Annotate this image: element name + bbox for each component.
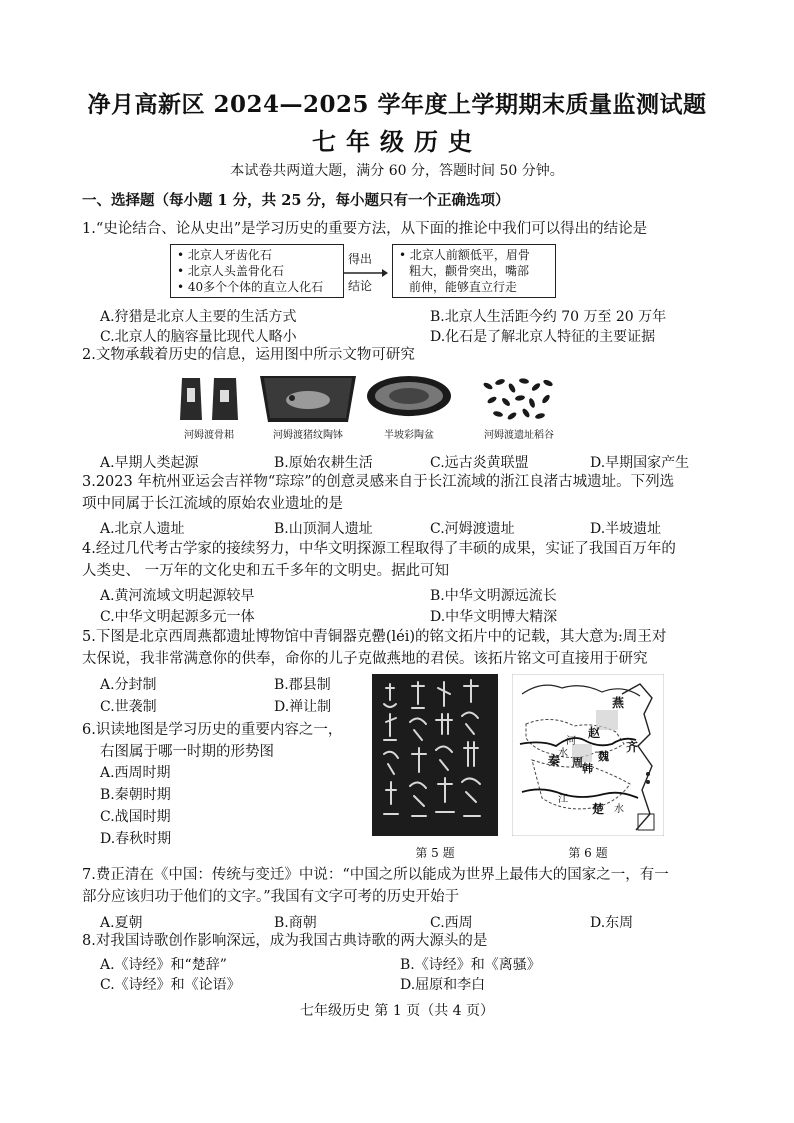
page-footer: 七年级历史 第 1 页（共 4 页） [299, 1003, 495, 1019]
map-label-he: 河 [566, 736, 576, 747]
q4-option-b: B.中华文明源远流长 [430, 588, 557, 604]
q1-evidence-2: • 北京人头盖骨化石 [177, 264, 284, 278]
q7-option-c: C.西周 [430, 915, 473, 931]
q6-option-b: B.秦朝时期 [100, 787, 171, 803]
q1-stem: 1.“史论结合、论从史出”是学习历史的重要方法，从下面的推论中我们可以得出的结论是 [82, 221, 648, 237]
q4-option-d: D.中华文明博大精深 [430, 609, 558, 625]
map-label-shui-2: 水 [558, 748, 568, 759]
q6-option-a: A.西周时期 [100, 765, 171, 781]
q8-stem: 8.对我国诗歌创作影响深远，成为我国古典诗歌的两大源头的是 [82, 933, 488, 949]
warring-states-map-image [512, 674, 664, 836]
map-label-qin: 秦 [548, 754, 561, 768]
q1-conclusion-3: 前伸，能够直立行走 [409, 280, 518, 294]
q1-conclusion-2: 粗大，颧骨突出，嘴部 [409, 264, 530, 278]
q1-evidence-1: • 北京人牙齿化石 [177, 248, 272, 262]
q1-conclusion-box [392, 244, 556, 298]
bone-spade-image [174, 372, 244, 424]
q1-evidence-3: • 40多个个体的直立人化石 [177, 280, 324, 294]
q1-evidence-box [170, 244, 344, 298]
bronze-inscription-rubbing-image [372, 674, 498, 836]
exam-note: 本试卷共两道大题，满分 60 分，答题时间 50 分钟。 [230, 163, 564, 179]
map-label-jiang: 江 [558, 794, 568, 805]
section-heading: 一、选择题（每小题 1 分，共 25 分，每小题只有一个正确选项） [82, 192, 510, 209]
q4-line-1: 4.经过几代考古学家的接续努力，中华文明探源工程取得了丰硕的成果，实证了我国百万年的 [82, 541, 676, 557]
q3-option-c: C.河姆渡遗址 [430, 521, 515, 537]
q5-option-d: D.禅让制 [274, 699, 332, 715]
q2-option-b: B.原始农耕生活 [274, 455, 373, 471]
q3-option-b: B.山顶洞人遗址 [274, 521, 373, 537]
q2-stem: 2.文物承载着历史的信息，运用图中所示文物可研究 [82, 347, 415, 363]
q6-option-c: C.战国时期 [100, 809, 171, 825]
q2-caption-4: 河姆渡遗址稻谷 [484, 430, 554, 441]
q7-option-d: D.东周 [590, 915, 634, 931]
q3-option-d: D.半坡遗址 [590, 521, 662, 537]
map-label-zhou: 周 [572, 756, 583, 769]
rice-grains-image [476, 372, 562, 424]
map-label-zhao: 赵 [588, 726, 601, 740]
q3-line-1: 3.2023 年杭州亚运会吉祥物“琮琮”的创意灵感来自于长江流域的浙江良渚古城遗址。下列选 [82, 474, 675, 490]
q2-caption-2: 河姆渡猪纹陶钵 [273, 430, 343, 441]
exam-title: 净月高新区 2024—2025 学年度上学期期末质量监测试题 [87, 91, 707, 118]
q2-option-a: A.早期人类起源 [100, 455, 199, 471]
q8-option-a: A.《诗经》和“楚辞” [100, 957, 227, 973]
q1-option-b: B.北京人生活距今约 70 万至 20 万年 [430, 309, 667, 325]
map-label-chu: 楚 [592, 802, 605, 816]
q1-arrow-top: 得出 [348, 252, 373, 266]
q5-option-a: A.分封制 [100, 677, 157, 693]
q3-line-2: 项中同属于长江流域的原始农业遗址的是 [82, 496, 343, 512]
q3-option-a: A.北京人遗址 [100, 521, 185, 537]
map-label-qi: 齐 [626, 740, 639, 754]
q1-option-a: A.狩猎是北京人主要的生活方式 [100, 309, 297, 325]
map-label-yan: 燕 [612, 696, 625, 710]
q5-option-b: B.郡县制 [274, 677, 331, 693]
q8-option-b: B.《诗经》和《离骚》 [400, 957, 541, 973]
pig-pattern-pottery-image [258, 372, 358, 424]
q1-option-c: C.北京人的脑容量比现代人略小 [100, 329, 297, 345]
q5-option-c: C.世袭制 [100, 699, 157, 715]
map-label-han: 韩 [582, 762, 593, 775]
q4-option-c: C.中华文明起源多元一体 [100, 609, 255, 625]
q6-option-d: D.春秋时期 [100, 831, 172, 847]
q1-option-d: D.化石是了解北京人特征的主要证据 [430, 329, 656, 345]
q7-line-2: 部分应该归功于他们的文字。”我国有文字可考的历史开始于 [82, 889, 460, 905]
q7-option-b: B.商朝 [274, 915, 317, 931]
painted-pottery-basin-image [366, 374, 452, 424]
q2-option-d: D.早期国家产生 [590, 455, 690, 471]
q8-option-d: D.屈原和李白 [400, 977, 486, 993]
q5-figure-caption: 第 5 题 [415, 846, 455, 860]
q8-option-c: C.《诗经》和《论语》 [100, 977, 241, 993]
q5-line-2: 太保说，我非常满意你的供奉，命你的儿子克做燕地的君侯。该拓片铭文可直接用于研究 [82, 651, 648, 667]
q6-line-2: 右图属于哪一时期的形势图 [100, 744, 274, 760]
q6-line-1: 6.识读地图是学习历史的重要内容之一， [82, 722, 343, 738]
q7-option-a: A.夏朝 [100, 915, 143, 931]
q1-conclusion-1: • 北京人前额低平，眉骨 [399, 248, 530, 262]
q2-option-c: C.远古炎黄联盟 [430, 455, 529, 471]
q4-option-a: A.黄河流域文明起源较早 [100, 588, 255, 604]
subject-title: 七年级历史 [312, 127, 482, 156]
q4-line-2: 人类史、 一万年的文化史和五千多年的文明史。据此可知 [82, 563, 450, 579]
map-label-shui-1: 水 [614, 804, 624, 815]
q2-caption-3: 半坡彩陶盆 [384, 430, 434, 441]
q2-caption-1: 河姆渡骨耜 [184, 430, 234, 441]
q6-figure-caption: 第 6 题 [568, 846, 608, 860]
q5-line-1: 5.下图是北京西周燕都遗址博物馆中青铜器克罍(léi)的铭文拓片中的记载，其大意为:周王对 [82, 629, 667, 645]
map-label-wei: 魏 [598, 750, 609, 763]
q7-line-1: 7.费正清在《中国：传统与变迁》中说：“中国之所以能成为世界上最伟大的国家之一，有一 [82, 867, 669, 883]
q1-arrow-bottom: 结论 [348, 279, 373, 293]
